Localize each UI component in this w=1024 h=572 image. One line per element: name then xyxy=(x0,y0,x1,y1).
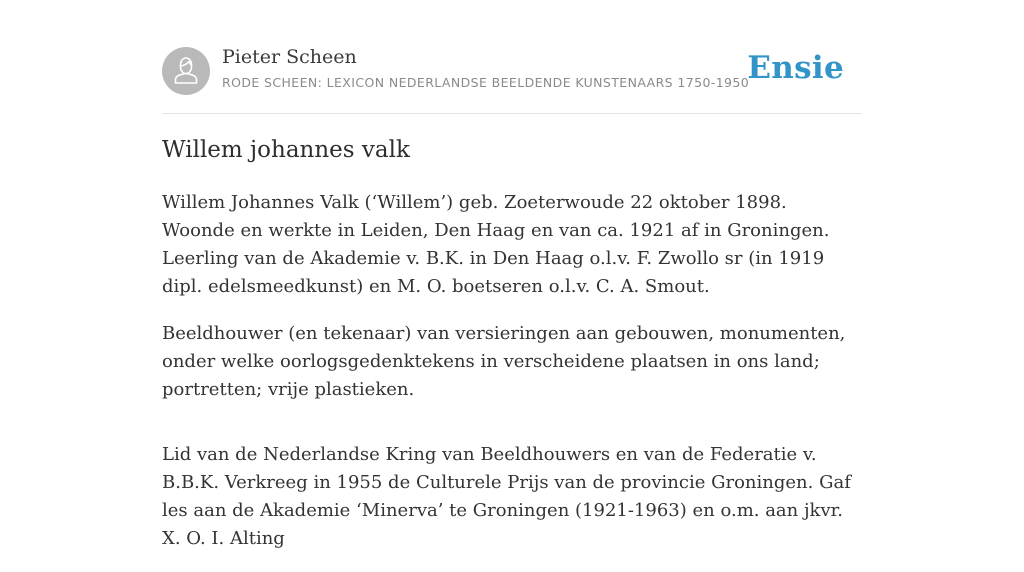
author-name[interactable]: Pieter Scheen xyxy=(222,46,357,68)
paragraph-work: Beeldhouwer (en tekenaar) van versieringen aan gebouwen, monumenten, onder welke oorlogsgedenktekens in verscheidene plaatsen in ons land; portretten; vrije plastieken. xyxy=(162,323,846,400)
source-title[interactable]: RODE SCHEEN: LEXICON NEDERLANDSE BEELDENDE KUNSTENAARS 1750-1950 xyxy=(222,75,750,90)
article-header xyxy=(162,46,862,114)
author-avatar[interactable] xyxy=(162,47,210,95)
paragraph-biography: Willem Johannes Valk (‘Willem’) geb. Zoeterwoude 22 oktober 1898. Woonde en werkte in Leiden, Den Haag en van ca. 1921 af in Groningen. Leerling van de Akademie v. B.K. in Den Haag o.l.v. F. Zwollo sr (in 1919 dipl. edelsmeedkunst) en M. O. boetseren o.l.v. C. A. Smout. xyxy=(162,192,830,297)
ensie-logo[interactable]: Ensie xyxy=(747,50,844,86)
paragraph-membership: Lid van de Nederlandse Kring van Beeldhouwers en van de Federatie v. B.B.K. Verkreeg in 1955 de Culturele Prijs van de provincie Groningen. Gaf les aan de Akademie ‘Minerva’ te Groningen (1921-1963) en o.m. aan jkvr. X. O. I. Alting xyxy=(162,444,851,549)
user-icon xyxy=(162,47,210,95)
article-title: Willem johannes valk xyxy=(162,137,410,163)
article-body xyxy=(162,189,862,572)
